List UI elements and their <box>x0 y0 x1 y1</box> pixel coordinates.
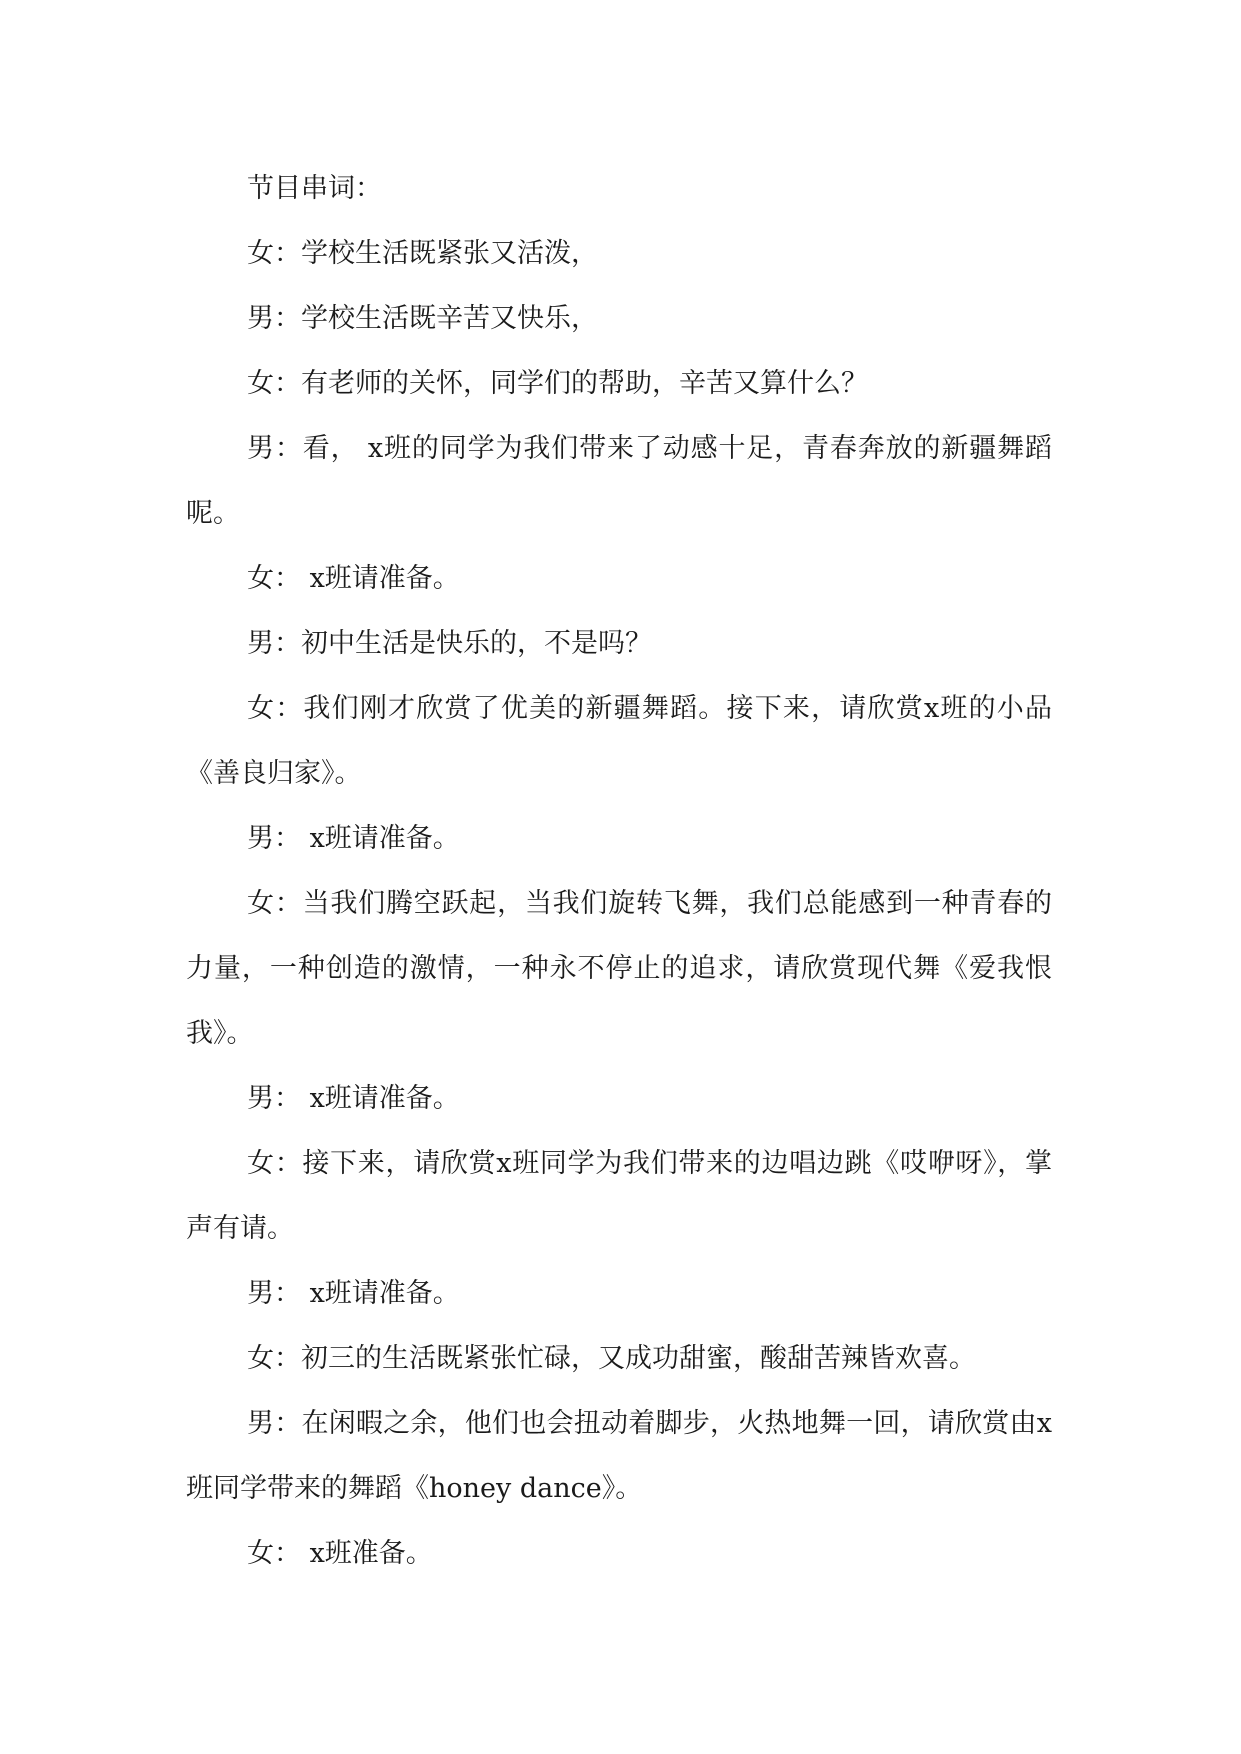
dialogue-line: 女： x班准备。 <box>247 1538 433 1569</box>
dialogue-line: 男： x班请准备。 <box>247 1278 460 1309</box>
dialogue-line: 女：接下来，请欣赏x班同学为我们带来的边唱边跳《哎咿呀》，掌声有请。 <box>186 1148 1052 1244</box>
dialogue-line: 女： x班请准备。 <box>247 563 460 594</box>
dialogue-line: 女：我们刚才欣赏了优美的新疆舞蹈。接下来，请欣赏x班的小品《善良归家》。 <box>186 693 1052 789</box>
dialogue-line: 男：初中生活是快乐的，不是吗？ <box>247 628 652 659</box>
dialogue-line: 女：初三的生活既紧张忙碌，又成功甜蜜，酸甜苦辣皆欢喜。 <box>247 1343 976 1374</box>
dialogue-line: 男：看， x班的同学为我们带来了动感十足，青春奔放的新疆舞蹈呢。 <box>186 433 1052 529</box>
dialogue-line: 男：在闲暇之余，他们也会扭动着脚步，火热地舞一回，请欣赏由x班同学带来的舞蹈《honey dance》。 <box>186 1408 1052 1504</box>
dialogue-line: 女：当我们腾空跃起，当我们旋转飞舞，我们总能感到一种青春的力量，一种创造的激情，一种永不停止的追求，请欣赏现代舞《爱我恨我》。 <box>186 888 1052 1049</box>
document-body <box>186 156 1052 1586</box>
section-heading: 节目串词： <box>247 173 382 204</box>
dialogue-line: 男：学校生活既辛苦又快乐， <box>247 303 598 334</box>
dialogue-line: 女：学校生活既紧张又活泼， <box>247 238 598 269</box>
dialogue-line: 男： x班请准备。 <box>247 1083 460 1114</box>
dialogue-line: 女：有老师的关怀，同学们的帮助，辛苦又算什么？ <box>247 368 868 399</box>
dialogue-line: 男： x班请准备。 <box>247 823 460 854</box>
